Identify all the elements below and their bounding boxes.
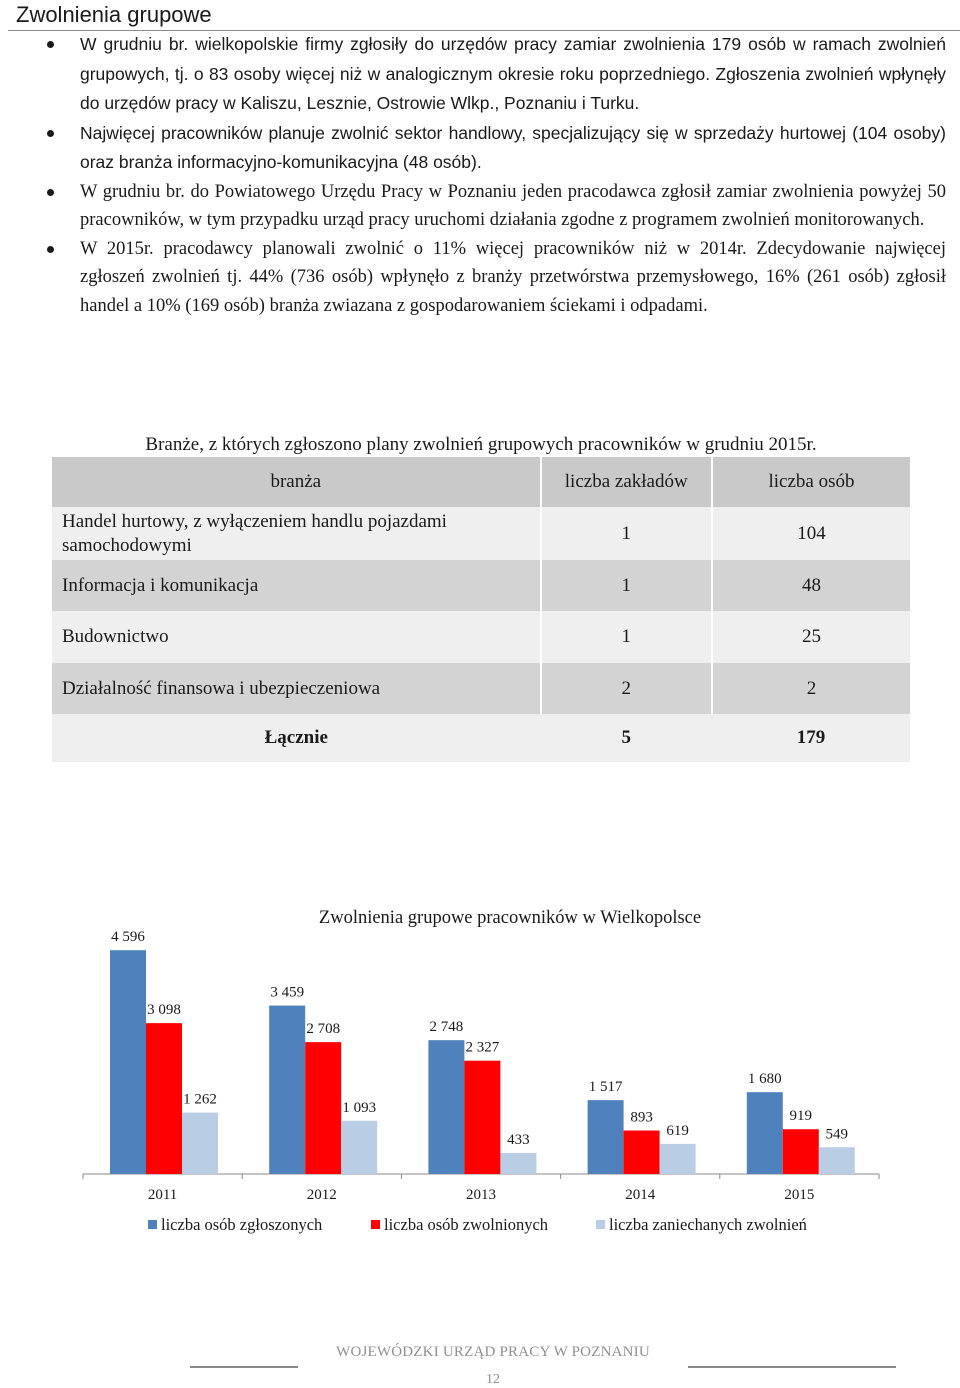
data-label: 1 680 [747,1071,782,1088]
bar [110,950,146,1174]
cell-zaklady: 1 [541,611,712,663]
data-label: 1 517 [588,1079,623,1096]
cell-branza: Budownictwo [52,611,541,663]
bullet-item [0,30,946,119]
legend-swatch [371,1220,380,1229]
bar [269,1006,305,1174]
table-row [52,611,910,663]
bullet-item [0,178,946,235]
bullet-icon [47,246,54,253]
footer-divider-left [190,1366,298,1368]
bullet-item [0,235,946,321]
cell-branza: Działalność finansowa i ubezpieczeniowa [52,663,541,714]
bullet-list [0,30,946,320]
legend-label: liczba osób zwolnionych [384,1215,549,1234]
bullet-text: W grudniu br. do Powiatowego Urzędu Pracy w Poznaniu jeden pracodawca zgłosił zamiar zwolnienia powyżej 50 pracowników, w tym przypadku urząd pracy uruchomi działania zgodne z programem zwolnień monitorowanych. [80,181,946,230]
bar [660,1144,696,1174]
bullet-text: W grudniu br. wielkopolskie firmy zgłosiły do urzędów pracy zamiar zwolnienia 179 osób w ramach zwolnień grupowych, tj. o 83 osoby więcej niż w analogicznym okresie roku poprzedniego. Zgłoszenia zwolnień wpłynęły do urzędów pracy w Kaliszu, Lesznie, Ostrowie Wlkp., Poznaniu i Turku. [80,34,946,113]
bar [783,1129,819,1174]
cell-osoby: 104 [712,507,910,560]
cell-osoby: 48 [712,560,910,611]
bar [341,1121,377,1174]
cell-osoby: 2 [712,663,910,714]
legend-label: liczba osób zgłoszonych [161,1215,323,1234]
section-title: Zwolnienia grupowe [8,0,960,31]
x-tick-label: 2013 [466,1187,496,1203]
bar [464,1061,500,1174]
legend-swatch [148,1220,157,1229]
table-header-row [52,457,910,507]
data-label: 1 093 [342,1099,377,1116]
bar [182,1113,218,1174]
table-row [52,560,910,611]
bar [819,1147,855,1174]
chart-title: Zwolnienia grupowe pracowników w Wielkopolsce [318,908,702,928]
bullet-icon [47,130,54,137]
bar [624,1131,660,1174]
bar [146,1023,182,1174]
cell-branza: Handel hurtowy, z wyłączeniem handlu pojazdami samochodowymi [52,507,541,560]
total-label: Łącznie [52,714,541,762]
data-label: 2 327 [465,1039,500,1056]
cell-branza: Informacja i komunikacja [52,560,541,611]
data-label: 893 [630,1109,653,1126]
x-tick-label: 2011 [147,1187,178,1203]
bullet-item [0,119,946,178]
cell-zaklady: 1 [541,507,712,560]
data-label: 919 [789,1108,813,1125]
x-tick-label: 2012 [306,1187,337,1203]
legend-swatch [596,1220,605,1229]
data-label: 2 708 [306,1021,341,1038]
data-label: 2 748 [429,1019,464,1036]
bullet-icon [47,189,54,196]
table-row [52,507,910,560]
layoffs-table [52,457,910,762]
legend-label: liczba zaniechanych zwolnień [609,1215,807,1234]
total-zaklady: 5 [541,714,712,762]
column-header-osoby: liczba osób [712,457,910,507]
bar [588,1100,624,1174]
x-tick-label: 2014 [625,1187,656,1203]
cell-zaklady: 2 [541,663,712,714]
bar [500,1153,536,1174]
table-caption: Branże, z których zgłoszono plany zwolnień grupowych pracowników w grudniu 2015r. [145,434,817,455]
table-total-row [52,714,910,762]
bullet-text: W 2015r. pracodawcy planowali zwolnić o 11% więcej pracowników niż w 2014r. Zdecydowanie najwięcej zgłoszeń zwolnień tj. 44% (736 osób) wpłynęło z branży przetwórstwa przemysłowego, 16% (261 osób) zgłosił handel a 10% (169 osób) branża zwiazana z gospodarowaniem ściekami i odpadami. [80,238,946,316]
layoffs-bar-chart [0,890,960,1250]
column-header-zaklady: liczba zakładów [541,457,712,507]
footer-divider-right [688,1366,896,1368]
data-label: 549 [825,1126,849,1143]
bar [428,1040,464,1174]
bullet-icon [47,41,54,48]
data-label: 3 459 [270,984,305,1001]
cell-zaklady: 1 [541,560,712,611]
data-label: 3 098 [147,1002,181,1019]
bar [305,1042,341,1174]
bullet-text: Najwięcej pracowników planuje zwolnić sektor handlowy, specjalizujący się w sprzedaży hurtowej (104 osoby) oraz branża informacyjno-komunikacyjna (48 osób). [80,122,946,172]
footer-organization: WOJEWÓDZKI URZĄD PRACY W POZNANIU [336,1344,650,1360]
page-number: 12 [486,1372,500,1387]
bar [747,1092,783,1174]
x-tick-label: 2015 [784,1187,815,1203]
column-header-branza: branża [52,457,541,507]
data-label: 1 262 [183,1091,217,1108]
data-label: 4 596 [111,929,145,946]
data-label: 433 [507,1131,530,1148]
cell-osoby: 25 [712,611,910,663]
data-label: 619 [666,1122,689,1139]
table-row [52,663,910,714]
total-osoby: 179 [712,714,910,762]
